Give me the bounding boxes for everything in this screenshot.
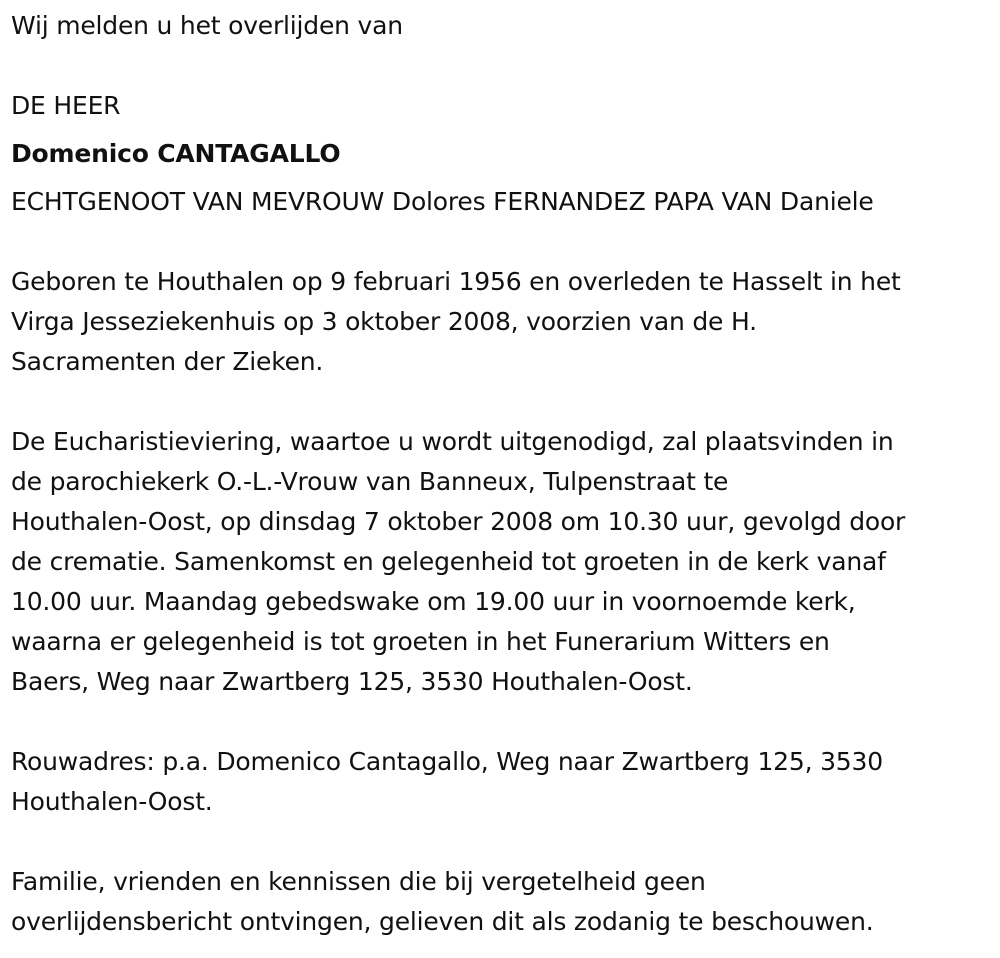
paragraph-line: 10.00 uur. Maandag gebedswake om 19.00 uur in voornoemde kerk, [11,587,856,616]
paragraph-line: Baers, Weg naar Zwartberg 125, 3530 Houthalen-Oost. [11,667,693,696]
paragraph-line: waarna er gelegenheid is tot groeten in het Funerarium Witters en [11,627,830,656]
paragraph-line: Familie, vrienden en kennissen die bij vergetelheid geen [11,867,706,896]
closing-paragraph [11,862,874,942]
paragraph-line: de parochiekerk O.-L.-Vrouw van Banneux, Tulpenstraat te [11,467,729,496]
family-relation-line: ECHTGENOOT VAN MEVROUW Dolores FERNANDEZ PAPA VAN Daniele [11,187,874,216]
intro-text: Wij melden u het overlijden van [11,11,403,40]
paragraph-line: Houthalen-Oost. [11,787,213,816]
paragraph-line: de crematie. Samenkomst en gelegenheid tot groeten in de kerk vanaf [11,547,886,576]
paragraph-line: Sacramenten der Zieken. [11,347,324,376]
paragraph-line: De Eucharistieviering, waartoe u wordt uitgenodigd, zal plaatsvinden in [11,427,894,456]
paragraph-line: Houthalen-Oost, op dinsdag 7 oktober 2008 om 10.30 uur, gevolgd door [11,507,906,536]
honorific-title: DE HEER [11,91,121,120]
paragraph-line: Geboren te Houthalen op 9 februari 1956 en overleden te Hasselt in het [11,267,901,296]
paragraph-line: Virga Jesseziekenhuis op 3 oktober 2008, voorzien van de H. [11,307,757,336]
paragraph-line: overlijdensbericht ontvingen, gelieven dit als zodanig te beschouwen. [11,907,874,936]
paragraph-line: Rouwadres: p.a. Domenico Cantagallo, Weg naar Zwartberg 125, 3530 [11,747,883,776]
mourning-address-paragraph [11,742,883,822]
ceremony-paragraph [11,422,905,702]
deceased-name: Domenico CANTAGALLO [11,139,341,168]
birth-death-paragraph [11,262,901,382]
